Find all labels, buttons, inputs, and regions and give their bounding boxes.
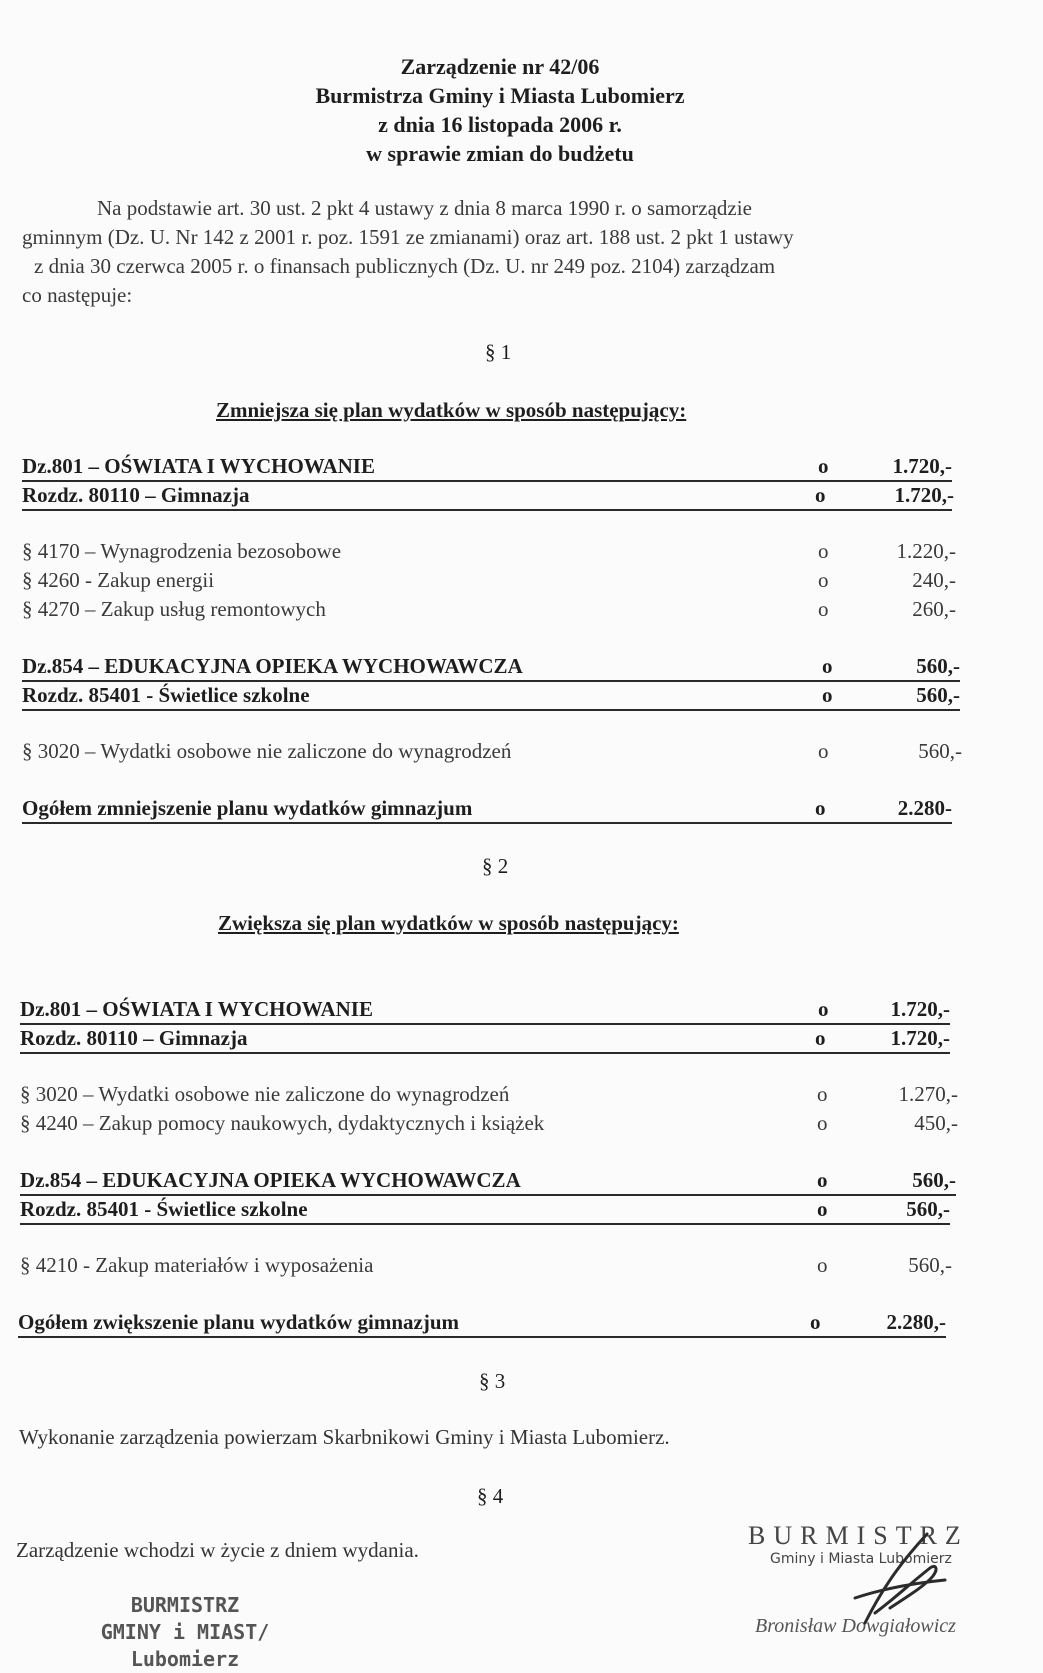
budget-chapter-row [22, 683, 960, 711]
intro-line: Na podstawie art. 30 ust. 2 pkt 4 ustawy z dnia 8 marca 1990 r. o samorządzie [97, 196, 752, 220]
item-amount: 1.220,- [896, 539, 956, 563]
chapter-amount: 560,- [916, 683, 960, 707]
division-amount: 1.720,- [892, 454, 952, 478]
section-1-marker: § 1 [485, 340, 512, 364]
stamp-line: Lubomierz [130, 1647, 240, 1671]
stamp-title: BURMISTRZ [748, 1521, 969, 1550]
intro-line: co następuje: [22, 283, 133, 307]
division-mark: o [822, 654, 833, 678]
item-amount: 240,- [912, 568, 956, 592]
total-row [22, 796, 952, 824]
budget-division-row [22, 454, 952, 482]
total-amount: 2.280,- [886, 1310, 946, 1334]
total-label: Ogółem zmniejszenie planu wydatków gimnazjum [22, 796, 473, 820]
expense-item-row [20, 1111, 958, 1137]
item-label: § 4260 - Zakup energii [22, 568, 215, 592]
item-mark: o [817, 1111, 828, 1135]
chapter-label: Rozdz. 80110 – Gimnazja [20, 1026, 248, 1050]
section-3-text: Wykonanie zarządzenia powierzam Skarbnikowi Gminy i Miasta Lubomierz. [19, 1425, 670, 1449]
header-issuer: Burmistrza Gminy i Miasta Lubomierz [315, 83, 685, 108]
header-title: Zarządzenie nr 42/06 [400, 54, 600, 79]
item-mark: o [818, 568, 829, 592]
item-mark: o [818, 539, 829, 563]
chapter-mark: o [822, 683, 833, 707]
chapter-label: Rozdz. 85401 - Świetlice szkolne [22, 683, 310, 707]
item-mark: o [818, 597, 829, 621]
section-3-marker: § 3 [479, 1369, 506, 1393]
chapter-label: Rozdz. 85401 - Świetlice szkolne [20, 1197, 308, 1221]
item-amount: 560,- [908, 1253, 952, 1277]
total-mark: o [815, 796, 826, 820]
item-label: § 3020 – Wydatki osobowe nie zaliczone do wynagrodzeń [22, 739, 512, 763]
item-mark: o [817, 1253, 828, 1277]
division-mark: o [818, 997, 829, 1021]
stamp-name: Bronisław Dowgiałowicz [755, 1615, 956, 1637]
header-subject: w sprawie zmian do budżetu [366, 141, 634, 166]
budget-division-row [20, 1168, 956, 1196]
chapter-label: Rozdz. 80110 – Gimnazja [22, 483, 250, 507]
intro-line: gminnym (Dz. U. Nr 142 z 2001 r. poz. 1591 ze zmianami) oraz art. 188 ust. 2 pkt 1 ustawy [22, 225, 794, 249]
division-label: Dz.801 – OŚWIATA I WYCHOWANIE [20, 997, 373, 1021]
item-mark: o [818, 739, 829, 763]
section-4-text: Zarządzenie wchodzi w życie z dniem wydania. [16, 1538, 419, 1562]
section-4-marker: § 4 [477, 1484, 504, 1508]
chapter-mark: o [817, 1197, 828, 1221]
item-mark: o [817, 1082, 828, 1106]
chapter-mark: o [815, 1026, 826, 1050]
total-label: Ogółem zwiększenie planu wydatków gimnazjum [18, 1310, 459, 1334]
chapter-amount: 1.720,- [890, 1026, 950, 1050]
division-mark: o [817, 1168, 828, 1192]
item-label: § 4210 - Zakup materiałów i wyposażenia [20, 1253, 374, 1277]
item-label: § 4170 – Wynagrodzenia bezosobowe [22, 539, 342, 563]
stamp-subtitle: Gminy i Miasta Lubomierz [770, 1551, 952, 1567]
budget-division-row [20, 997, 950, 1025]
handwritten-signature [835, 1528, 975, 1638]
division-amount: 560,- [916, 654, 960, 678]
expense-item-row [22, 539, 956, 565]
stamp-line: GMINY i MIAST/ [100, 1620, 270, 1644]
total-row [18, 1310, 946, 1338]
chapter-amount: 560,- [906, 1197, 950, 1221]
stamp-line: BURMISTRZ [130, 1593, 240, 1617]
budget-division-row [22, 654, 960, 682]
item-amount: 1.270,- [898, 1082, 958, 1106]
item-amount: 450,- [914, 1111, 958, 1135]
division-label: Dz.854 – EDUKACYJNA OPIEKA WYCHOWAWCZA [20, 1168, 521, 1192]
total-amount: 2.280- [897, 796, 952, 820]
item-label: § 3020 – Wydatki osobowe nie zaliczone do wynagrodzeń [20, 1082, 510, 1106]
expense-item-row [22, 739, 962, 765]
chapter-mark: o [815, 483, 826, 507]
chapter-amount: 1.720,- [894, 483, 954, 507]
budget-chapter-row [20, 1026, 950, 1054]
expense-item-row [20, 1253, 952, 1279]
item-label: § 4270 – Zakup usług remontowych [22, 597, 326, 621]
division-amount: 560,- [912, 1168, 956, 1192]
budget-chapter-row [22, 483, 952, 511]
expense-item-row [22, 597, 956, 623]
total-mark: o [810, 1310, 821, 1334]
section-1-heading: Zmniejsza się plan wydatków w sposób następujący: [216, 398, 687, 422]
budget-chapter-row [20, 1197, 950, 1225]
division-amount: 1.720,- [890, 997, 950, 1021]
division-mark: o [818, 454, 829, 478]
section-2-marker: § 2 [482, 854, 509, 878]
expense-item-row [20, 1082, 958, 1108]
division-label: Dz.801 – OŚWIATA I WYCHOWANIE [22, 454, 375, 478]
expense-item-row [22, 568, 956, 594]
header-date: z dnia 16 listopada 2006 r. [378, 112, 622, 137]
office-stamp [70, 1592, 300, 1673]
section-2-heading: Zwiększa się plan wydatków w sposób następujący: [218, 911, 679, 935]
intro-line: z dnia 30 czerwca 2005 r. o finansach publicznych (Dz. U. nr 249 poz. 2104) zarządzam [34, 254, 776, 278]
item-amount: 560,- [918, 739, 962, 763]
item-label: § 4240 – Zakup pomocy naukowych, dydaktycznych i książek [20, 1111, 545, 1135]
item-amount: 260,- [912, 597, 956, 621]
document-header [0, 52, 1000, 168]
division-label: Dz.854 – EDUKACYJNA OPIEKA WYCHOWAWCZA [22, 654, 523, 678]
intro-paragraph [22, 194, 982, 310]
